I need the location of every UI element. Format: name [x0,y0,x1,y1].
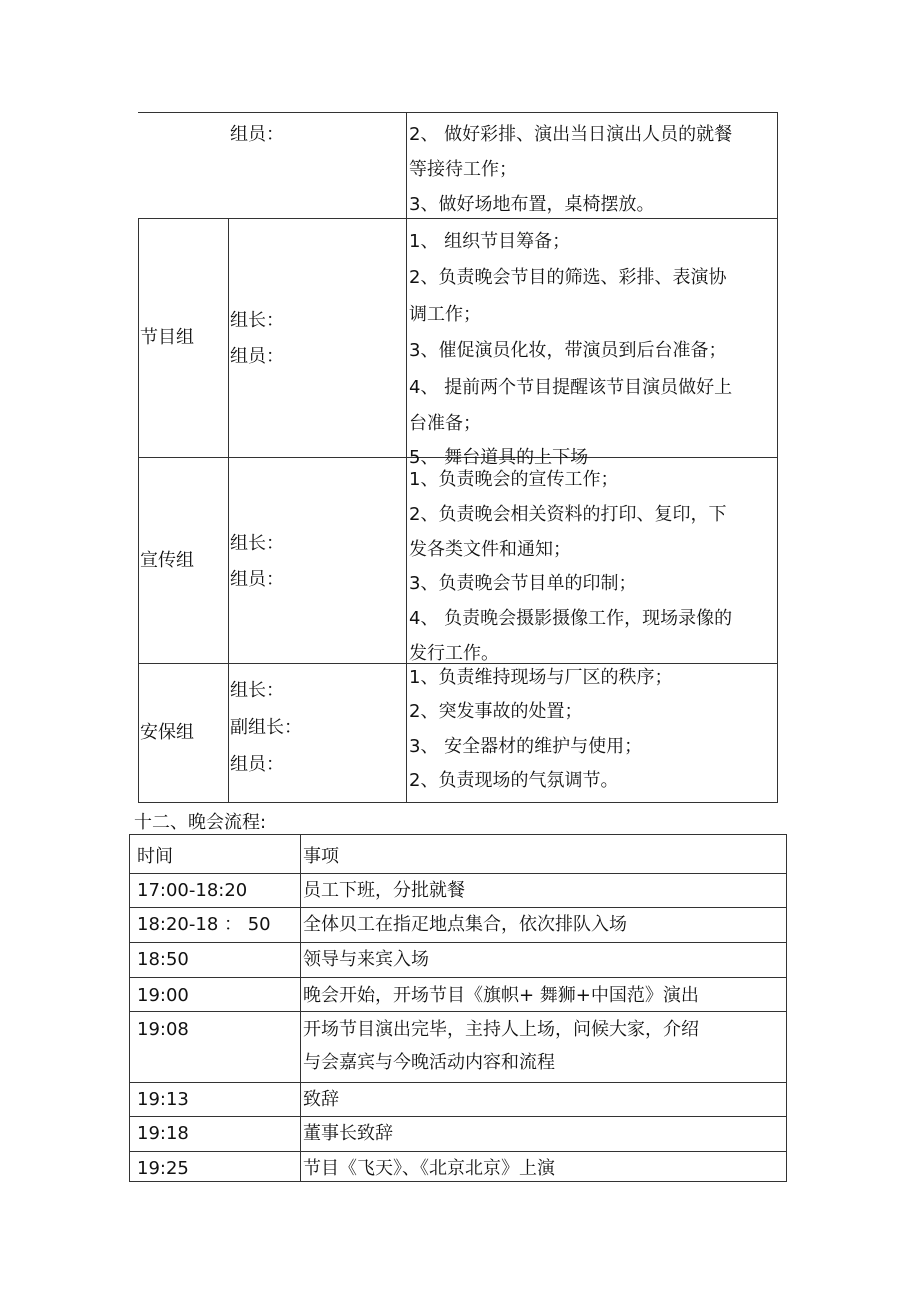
schedule-left-border [129,834,130,1181]
schedule-col-border [300,834,301,1181]
schedule-top-border [129,834,787,835]
row3-duty: 4、 负责晚会摄影摄像工作，现场录像的 [409,608,733,629]
schedule-row-border [129,1082,787,1083]
row3-duty: 发行工作。 [409,643,499,664]
schedule-row-border [129,977,787,978]
row3-members-label: 组员： [230,569,284,590]
schedule-time: 19:13 [137,1089,189,1110]
schedule-item: 全体贝工在指疋地点集合，依次排队入场 [303,914,627,935]
schedule-item: 员工下班，分批就餐 [303,880,465,901]
schedule-item: 致辞 [303,1089,339,1110]
schedule-time: 19:25 [137,1158,189,1179]
schedule-item: 领导与来宾入场 [303,949,429,970]
row2-duty: 5、 舞台道具的上下场 [409,447,589,468]
schedule-time: 18:50 [137,949,189,970]
row1-duty: 等接待工作； [409,159,517,180]
schedule-time: 17:00-18:20 [137,880,248,901]
row3-duty: 1、负责晚会的宣传工作； [409,469,619,490]
schedule-row-border [129,873,787,874]
row4-duty: 2、负责现场的气氛调节。 [409,770,619,791]
schedule-right-border [786,834,787,1181]
row2-duty: 调工作； [409,304,481,325]
schedule-row-border [129,1011,787,1012]
schedule-row-border [129,907,787,908]
schedule-time: 19:18 [137,1123,189,1144]
schedule-header-time: 时间 [137,846,173,867]
schedule-time: 19:08 [137,1019,189,1040]
row2-duty: 3、催促演员化妆，带演员到后台准备； [409,340,727,361]
team-table-left-border [138,218,139,802]
schedule-header-item: 事项 [303,846,339,867]
schedule-item: 开场节目演出完毕，主持人上场，问候大家，介绍 [303,1019,699,1040]
schedule-row-border [129,1116,787,1117]
schedule-time: 18:20-18 ： 50 [137,914,271,935]
schedule-item: 董事长致辞 [303,1123,393,1144]
team-table-top-border [138,112,778,113]
row2-duties-cell [407,219,777,468]
row3-duty: 发各类文件和通知； [409,539,571,560]
row1-duty: 2、 做好彩排、演出当日演出人员的就餐 [409,124,733,145]
row3-leader-label: 组长： [230,533,284,554]
row4-duty: 1、负责维持现场与厂区的秩序； [409,667,673,688]
row1-duty: 3、做好场地布置，桌椅摆放。 [409,194,655,215]
team-table-col-border [406,112,407,802]
schedule-time: 19:00 [137,985,189,1006]
row2-members-label: 组员： [230,346,284,367]
row4-leader-label: 组长： [230,680,284,701]
row3-duty: 3、负责晚会节目单的印制； [409,573,637,594]
team-table-bottom-border [138,802,778,803]
row2-duty: 2、负责晚会节目的筛选、彩排、表演协 [409,267,727,288]
row3-duty: 2、负责晚会相关资料的打印、复印，下 [409,504,727,525]
row4-duty: 2、突发事故的处置； [409,701,583,722]
row2-group-name: 节目组 [140,327,194,348]
row2-leader-label: 组长： [230,310,284,331]
row4-duty: 3、 安全器材的维护与使用； [409,736,643,757]
team-table-col-border [228,218,229,802]
schedule-item: 节目《飞天》、《北京北京》上演 [303,1158,555,1179]
row3-group-name: 宣传组 [140,550,194,571]
schedule-bottom-border [129,1181,787,1182]
schedule-row-border [129,942,787,943]
row2-duty: 4、 提前两个节目提醒该节目演员做好上 [409,377,733,398]
schedule-item: 与会嘉宾与今晚活动内容和流程 [303,1052,555,1073]
team-table-right-border [777,112,778,802]
row1-members-label: 组员： [230,124,284,145]
row2-duty: 1、 组织节目筹备； [409,231,571,252]
schedule-row-border [129,1151,787,1152]
row2-duty: 台准备； [409,413,481,434]
row4-members-label: 组员： [230,754,284,775]
row4-group-name: 安保组 [140,722,194,743]
row4-vice-leader-label: 副组长： [230,717,302,738]
section-title: 十二、晚会流程: [134,812,267,833]
schedule-item: 晚会开始，开场节目《旗帜+ 舞狮+中国范》演出 [303,985,699,1006]
